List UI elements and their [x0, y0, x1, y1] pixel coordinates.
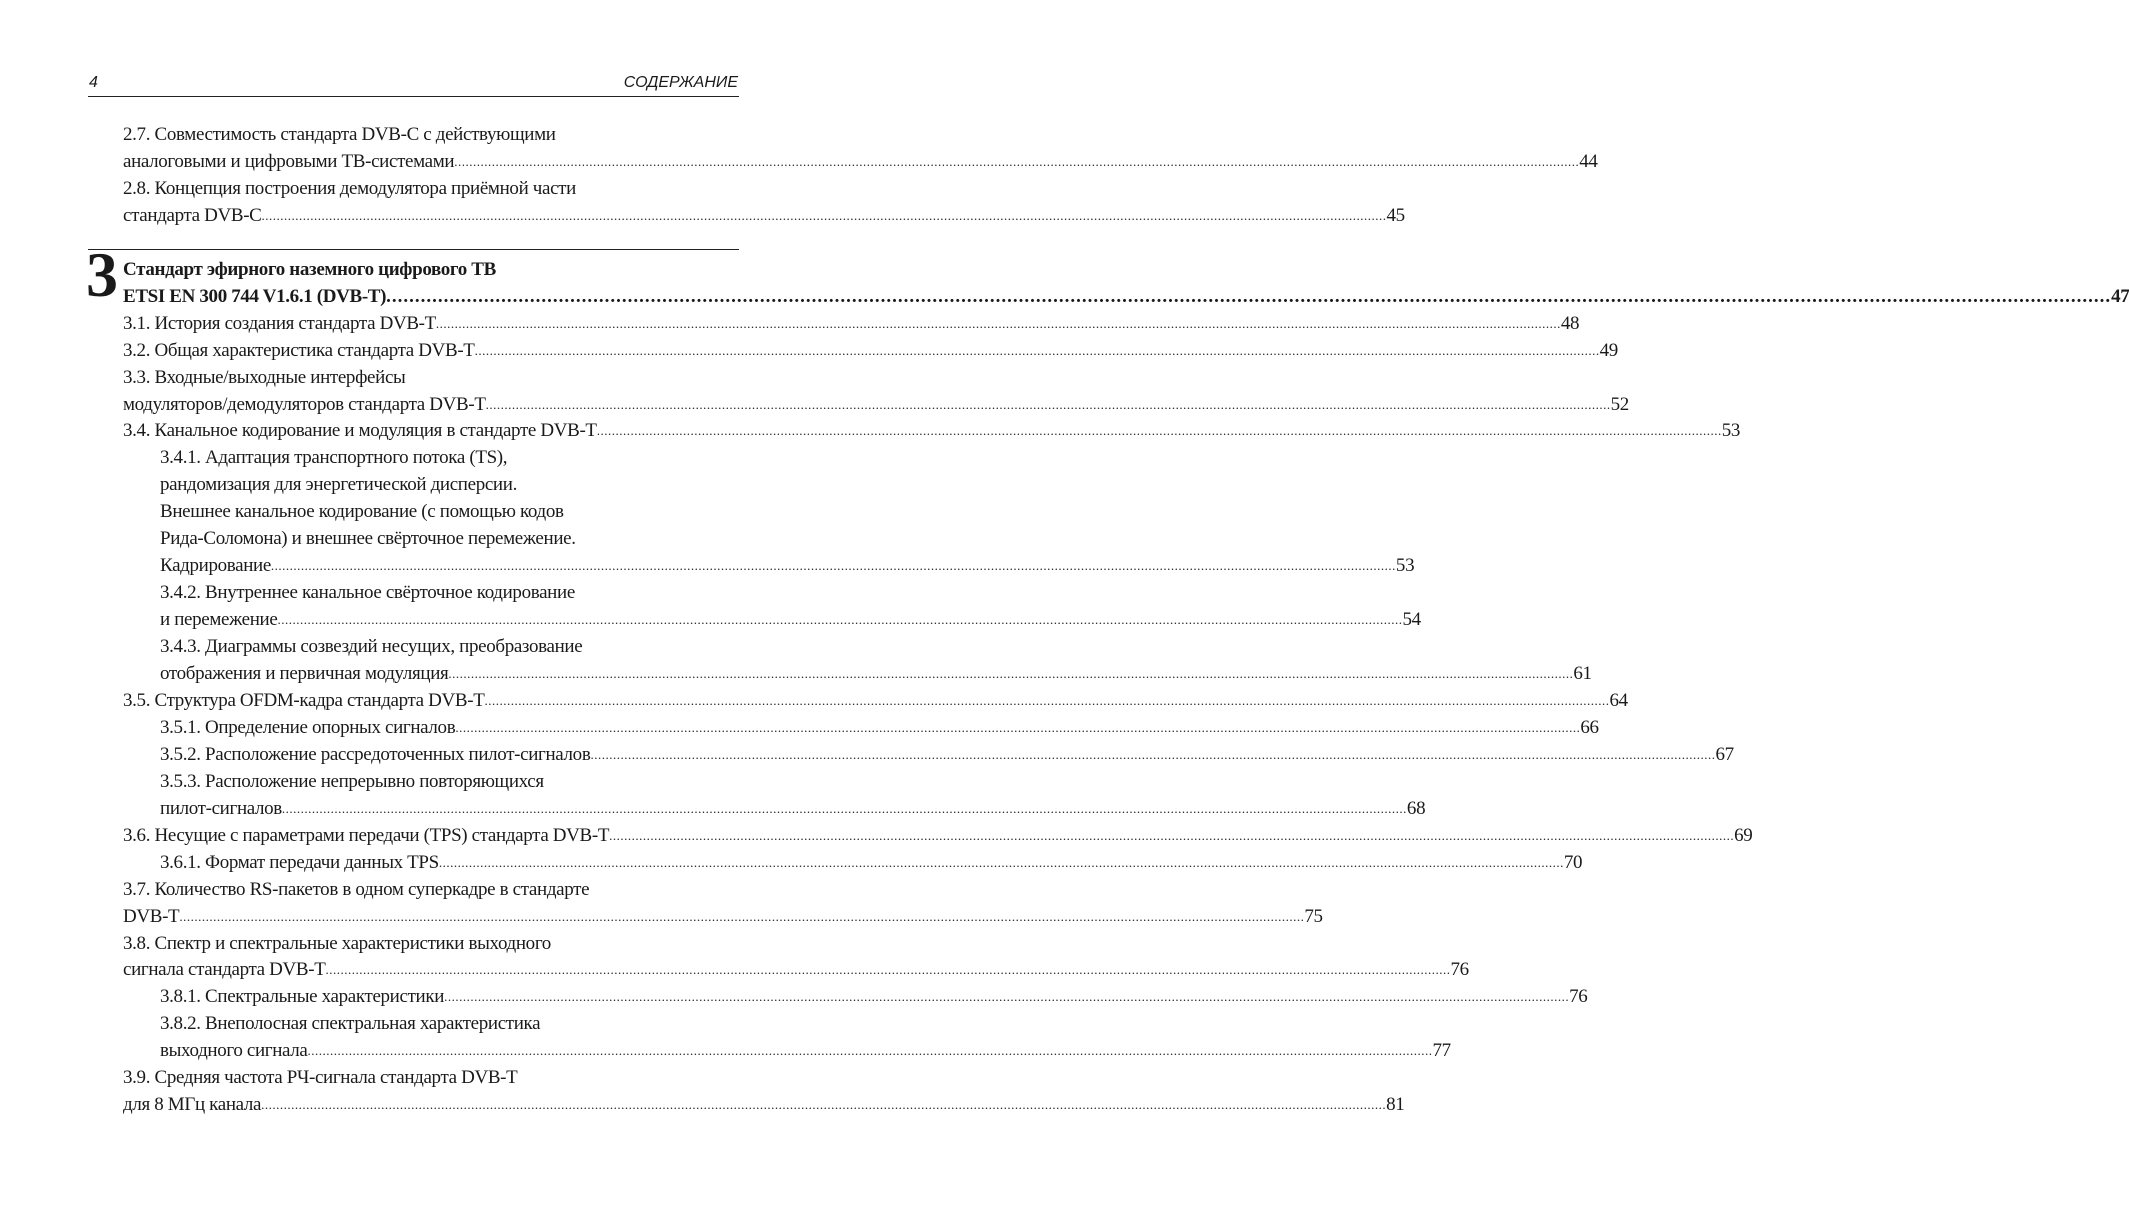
toc-entry-title: и перемежение	[160, 609, 278, 631]
toc-page-number: 69	[1734, 824, 1753, 846]
dot-leader: ............................................................................................................................................................................................................................................................................................................	[484, 692, 1610, 708]
dot-leader: ............................................................................................................................................................................................................................................................................................................	[386, 285, 2112, 307]
dot-leader: ............................................................................................................................................................................................................................................................................................................	[261, 207, 1387, 223]
toc-entry-title: 3.6. Несущие с параметрами передачи (TPS) стандарта DVB-T	[123, 824, 610, 846]
toc-entry-title: 3.8.2. Внеполосная спектральная характеристика	[160, 1013, 541, 1035]
toc-entry-title: выходного сигнала	[160, 1040, 308, 1062]
toc-page-number: 54	[1402, 609, 1421, 631]
dot-leader: ............................................................................................................................................................................................................................................................................................................	[454, 153, 1580, 169]
toc-entry-title: Кадрирование	[160, 555, 271, 577]
dot-leader: ............................................................................................................................................................................................................................................................................................................	[448, 666, 1574, 681]
toc-page-number: 76	[1450, 959, 1469, 981]
toc-page-number: 45	[1386, 204, 1405, 226]
toc-page-number: 81	[1386, 1094, 1405, 1116]
toc-entry-title: 3.4.3. Диаграммы созвездий несущих, преобразование	[160, 636, 583, 658]
toc-entry-title: аналоговыми и цифровыми ТВ-системами	[123, 150, 455, 172]
toc-entry-title: 3.5.3. Расположение непрерывно повторяющихся	[160, 770, 544, 792]
toc-entry-title: 3.4.2. Внутреннее канальное свёрточное кодирование	[160, 582, 575, 604]
dot-leader: ............................................................................................................................................................................................................................................................................................................	[609, 827, 1735, 843]
toc-entry-title: 3.8.1. Спектральные характеристики	[160, 986, 445, 1008]
toc-page-number: 48	[1560, 312, 1580, 334]
dot-leader: ............................................................................................................................................................................................................................................................................................................	[325, 962, 1451, 978]
toc-entry-title: Внешнее канальное кодирование (с помощью кодов	[160, 501, 564, 523]
toc-entry-title: 3.9. Средняя частота РЧ-сигнала стандарта DVB-T	[123, 1067, 518, 1089]
toc-entry-title: Стандарт эфирного наземного цифрового ТВ	[123, 258, 496, 280]
toc-page-number: 77	[1432, 1040, 1451, 1062]
dot-leader: ............................................................................................................................................................................................................................................................................................................	[307, 1043, 1433, 1059]
toc-entry-title: для 8 МГц канала	[123, 1094, 262, 1116]
toc-entry-title: 3.7. Количество RS-пакетов в одном суперкадре в стандарте	[123, 878, 590, 900]
dot-leader: ............................................................................................................................................................................................................................................................................................................	[261, 1097, 1387, 1113]
toc-entry-title: сигнала стандарта DVB-T	[123, 959, 326, 981]
toc-page-number: 66	[1580, 716, 1599, 738]
toc-page-number: 52	[1610, 393, 1629, 415]
toc-entry-title: 3.3. Входные/выходные интерфейсы	[123, 366, 406, 388]
toc-page-number: 68	[1406, 797, 1426, 819]
dot-leader: ............................................................................................................................................................................................................................................................................................................	[438, 854, 1564, 870]
toc-page-number: 76	[1569, 986, 1588, 1008]
dot-leader: ............................................................................................................................................................................................................................................................................................................	[455, 719, 1581, 735]
toc-page-number: 49	[1599, 339, 1618, 361]
toc-entry-title: стандарта DVB-C	[123, 204, 262, 226]
dot-leader: ............................................................................................................................................................................................................................................................................................................	[596, 423, 1722, 439]
toc-page-number: 44	[1579, 150, 1598, 172]
toc-page-number: 67	[1715, 743, 1734, 765]
dot-leader: ............................................................................................................................................................................................................................................................................................................	[435, 315, 1561, 331]
toc-entry-title: 3.1. История создания стандарта DVB-T	[123, 312, 436, 334]
toc-entry-title: 3.5.1. Определение опорных сигналов	[160, 716, 456, 738]
toc-entry-title: модуляторов/демодуляторов стандарта DVB-T	[123, 393, 486, 415]
dot-leader: ............................................................................................................................................................................................................................................................................................................	[179, 908, 1305, 924]
chapter-number: 3	[86, 239, 118, 310]
dot-leader: ............................................................................................................................................................................................................................................................................................................	[590, 746, 1716, 762]
toc-page-number: 53	[1395, 555, 1415, 577]
toc-entry-title: 3.4.1. Адаптация транспортного потока (TS),	[160, 447, 508, 469]
toc-entry-title: 3.8. Спектр и спектральные характеристики выходного	[123, 932, 551, 954]
toc-entry-title: 2.7. Совместимость стандарта DVB-C с действующими	[123, 124, 556, 145]
toc-entry-title: 3.5.2. Расположение рассредоточенных пилот-сигналов	[160, 743, 591, 765]
toc-entry-title: DVB-T	[123, 905, 180, 927]
toc-page-number: 47	[2111, 285, 2129, 307]
toc-entry-title: 3.6.1. Формат передачи данных TPS	[160, 851, 439, 873]
running-title: СОДЕРЖАНИЕ	[623, 74, 738, 91]
toc-page-number: 61	[1573, 663, 1592, 684]
toc-entry-title: отображения и первичная модуляция	[160, 663, 449, 684]
toc-entry-title: пилот-сигналов	[160, 797, 282, 819]
dot-leader: ............................................................................................................................................................................................................................................................................................................	[270, 558, 1396, 574]
toc-entry-title: 3.5. Структура OFDM-кадра стандарта DVB-T	[123, 689, 485, 711]
dot-leader: ............................................................................................................................................................................................................................................................................................................	[277, 612, 1403, 628]
toc-entry-title: 2.8. Концепция построения демодулятора приёмной части	[123, 177, 576, 199]
toc-entry-title: ETSI EN 300 744 V1.6.1 (DVB-T)	[123, 285, 387, 307]
dot-leader: ............................................................................................................................................................................................................................................................................................................	[444, 989, 1570, 1005]
toc-page-number: 75	[1304, 905, 1323, 927]
toc-entry-title: 3.4. Канальное кодирование и модуляция в стандарте DVB-T	[123, 420, 597, 442]
chapter-rule	[88, 249, 739, 250]
toc-page-number: 70	[1563, 851, 1583, 873]
dot-leader: ............................................................................................................................................................................................................................................................................................................	[474, 342, 1600, 358]
toc-entry-title: Рида-Соломона) и внешнее свёрточное перемежение.	[160, 528, 576, 550]
dot-leader: ............................................................................................................................................................................................................................................................................................................	[485, 396, 1611, 412]
dot-leader: ............................................................................................................................................................................................................................................................................................................	[281, 800, 1407, 816]
toc-entry-title: рандомизация для энергетической дисперсии.	[160, 474, 517, 496]
toc-page-number: 53	[1721, 420, 1740, 442]
toc-entry-title: 3.2. Общая характеристика стандарта DVB-T	[123, 339, 475, 361]
header-rule	[88, 96, 739, 97]
toc-page-number: 64	[1609, 689, 1628, 711]
page-number: 4	[89, 74, 98, 91]
